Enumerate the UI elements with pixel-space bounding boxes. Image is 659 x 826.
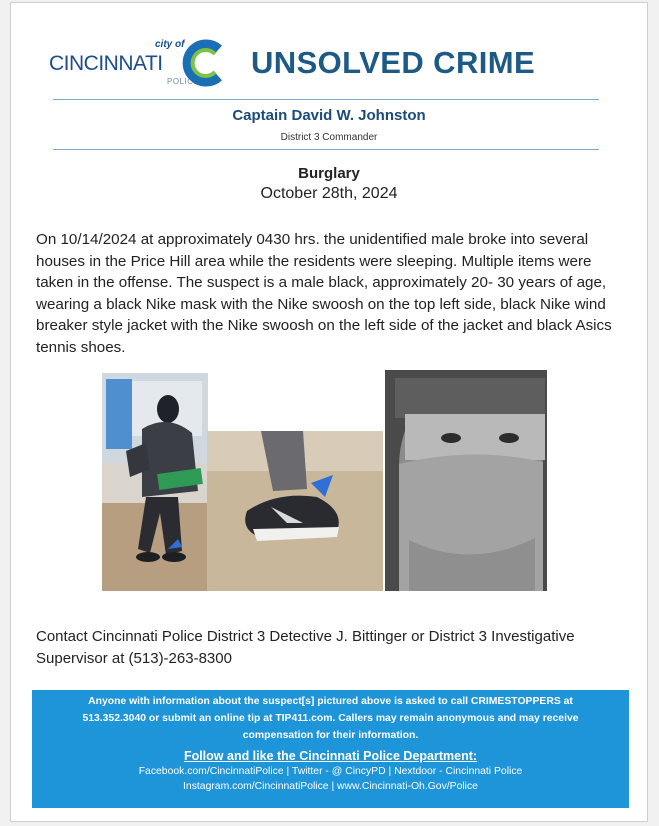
crimestoppers-banner	[32, 690, 629, 808]
page-title: UNSOLVED CRIME	[251, 45, 536, 80]
header-divider	[53, 99, 599, 100]
follow-heading: Follow and like the Cincinnati Police Department:	[183, 749, 478, 763]
logo-city-name: CINCINNATI	[49, 52, 163, 75]
social-links-line: Facebook.com/CincinnatiPolice | Twitter - @ CincyPD | Nextdoor - Cincinnati Police	[138, 766, 523, 777]
city-of-cincinnati-police-logo	[47, 35, 237, 91]
logo-dept-text: POLICE	[167, 77, 200, 86]
social-links-line: Instagram.com/CincinnatiPolice | www.Cincinnati-Oh.Gov/Police	[183, 781, 478, 792]
crime-type: Burglary	[298, 165, 360, 182]
crimestoppers-notice: Anyone with information about the suspect[s] pictured above is asked to call CRIMESTOPPERS at 513.352.3040 or submit an online tip at TIP411.com. Callers may remain anonymous and may receive compensation for their information.	[82, 696, 579, 741]
captain-name: Captain David W. Johnston	[232, 107, 426, 124]
suspect-shoes-photo	[207, 431, 383, 591]
report-date: October 28th, 2024	[260, 185, 398, 202]
incident-description: On 10/14/2024 at approximately 0430 hrs. the unidentified male broke into several houses in the Price Hill area while the residents were sleeping. Multiple items were taken in the offense. The suspect is a male black, approximately 20- 30 years of age, wearing a black Nike mask with the Nike swoosh on the top left side, black Nike wind breaker style jacket with the Nike swoosh on the left side of the jacket and black Asics tennis shoes.	[36, 231, 612, 356]
contact-info: Contact Cincinnati Police District 3 Detective J. Bittinger or District 3 Investigative Supervisor at (513)-263-8300	[36, 628, 575, 667]
flyer-page	[10, 2, 648, 822]
logo-city-of-text: city of	[155, 39, 185, 50]
header-divider	[53, 149, 599, 150]
logo-c-emblem-icon	[179, 37, 231, 89]
suspect-full-body-photo	[102, 373, 208, 591]
suspect-face-photo	[385, 370, 547, 591]
captain-title: District 3 Commander	[280, 132, 378, 143]
